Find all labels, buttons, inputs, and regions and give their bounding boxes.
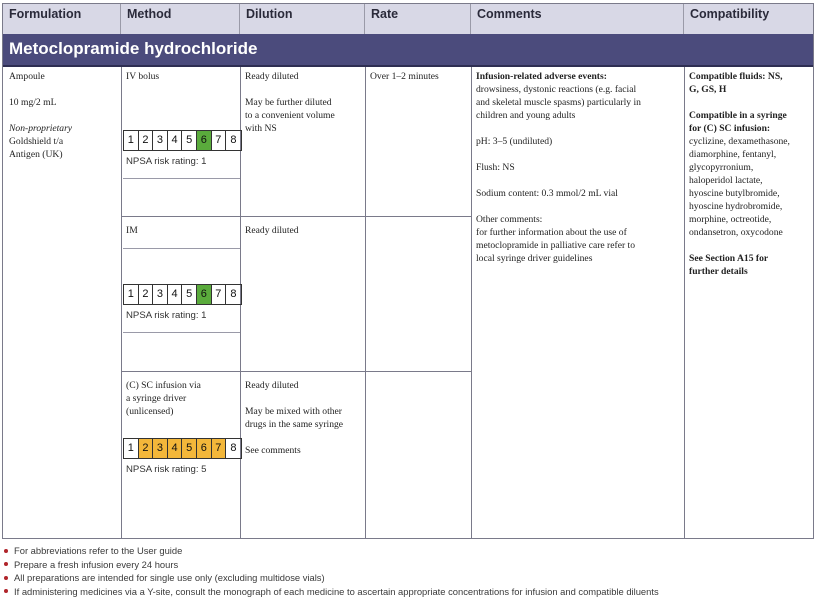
footnote-text: For abbreviations refer to the User guide [14,545,183,557]
risk-rating-label: NPSA risk rating: 5 [126,464,207,475]
formulation-manufacturer: Goldshield t/a Antigen (UK) [9,136,64,160]
footnote-text: Prepare a fresh infusion every 24 hours [14,558,179,570]
rating-cell: 7 [212,439,227,458]
other-comments-title: Other comments: [476,214,543,225]
formulation-proprietary: Non-proprietary [9,123,73,134]
rating-cell: 1 [124,439,139,458]
other-comments-body: for further information about the use of metoclopramide in palliative care refer to local syringe driver guidelines [476,227,636,264]
bullet-icon [4,589,8,593]
dilution-ready: Ready diluted [245,380,299,391]
rating-rule [123,248,240,249]
dilution-see-comments: See comments [245,445,301,456]
header-comments: Comments [471,4,684,34]
rating-cell: 8 [230,134,237,146]
header-rate: Rate [365,4,471,34]
method-iv-bolus: IV bolus [126,71,160,82]
method-sc-infusion: (C) SC infusion via a syringe driver (unlicensed) [126,380,201,417]
rating-cell: 7 [212,285,227,304]
rating-rule [123,332,240,333]
header-dilution: Dilution [240,4,365,34]
footnote-item [2,544,659,558]
compatible-fluids: Compatible fluids: NS, G, GS, H [689,71,783,95]
rating-cell: 5 [182,439,197,458]
dilution-note: May be further diluted to a convenient volume with NS [245,97,335,134]
rating-cell: 8 [230,442,237,454]
syringe-compat-list: cyclizine, dexamethasone, diamorphine, fentanyl, glycopyrronium, haloperidol lactate, hyoscine butylbromide, hyoscine hydrobromide, morphine, octreotide, ondansetron, oxycodone [689,136,790,238]
adverse-events-body: drowsiness, dystonic reactions (e.g. facial and skeletal muscle spasms) particularly in children and young adults [476,84,641,121]
header-formulation: Formulation [3,4,121,34]
risk-rating-scale [123,130,242,151]
formulation-type: Ampoule [9,71,45,82]
footnote-item [2,571,659,585]
dilution-note: May be mixed with other drugs in the same syringe [245,406,344,430]
rating-cell: 1 [124,285,139,304]
dilution-ready: Ready diluted [245,225,299,236]
method-im: IM [126,225,138,236]
risk-rating-scale [123,284,242,305]
risk-rating-label: NPSA risk rating: 1 [126,156,207,167]
footnote-item [2,585,659,599]
title-underline [3,65,813,67]
rating-cell: 5 [182,285,197,304]
rating-cell: 3 [153,285,168,304]
row-divider [121,371,471,372]
rating-cell: 2 [139,285,154,304]
footnote-text: If administering medicines via a Y-site, consult the monograph of each medicine to ascertain appropriate concentrations for infusion and compatible diluents [14,585,659,597]
rate-value: Over 1–2 minutes [370,71,439,82]
syringe-compat-title: Compatible in a syringe for (C) SC infusion: [689,110,787,134]
footnote-text: All preparations are intended for single use only (excluding multidose vials) [14,572,325,584]
rating-cell: 4 [168,131,183,150]
col-divider [365,67,366,538]
header-compatibility: Compatibility [684,4,813,34]
rating-cell: 2 [139,131,154,150]
footnotes [2,544,659,598]
risk-rating-label: NPSA risk rating: 1 [126,310,207,321]
rating-cell: 6 [197,131,212,150]
rating-cell: 8 [230,288,237,300]
bullet-icon [4,549,8,553]
rating-cell: 5 [182,131,197,150]
rating-cell: 6 [197,285,212,304]
col-divider [121,67,122,538]
footnote-item [2,558,659,572]
row-divider [121,216,471,217]
rating-cell: 1 [124,131,139,150]
see-section-link: See Section A15 for further details [689,253,769,277]
rating-cell: 3 [153,131,168,150]
header-method: Method [121,4,240,34]
rating-rule [123,178,240,179]
formulation-strength: 10 mg/2 mL [9,97,57,108]
dilution-ready: Ready diluted [245,71,299,82]
rating-cell: 4 [168,285,183,304]
rating-cell: 4 [168,439,183,458]
bullet-icon [4,562,8,566]
bullet-icon [4,576,8,580]
drug-title: Metoclopramide hydrochloride [3,34,813,65]
risk-rating-scale [123,438,242,459]
adverse-events-title: Infusion-related adverse events: [476,71,607,82]
monograph-table [2,3,814,539]
rating-cell: 7 [212,131,227,150]
rating-cell: 3 [153,439,168,458]
rating-cell: 6 [197,439,212,458]
sodium-content: Sodium content: 0.3 mmol/2 mL vial [476,188,618,199]
flush-value: Flush: NS [476,162,515,173]
col-divider [684,67,685,538]
rating-cell: 2 [139,439,154,458]
ph-value: pH: 3–5 (undiluted) [476,136,553,147]
col-divider [471,67,472,538]
